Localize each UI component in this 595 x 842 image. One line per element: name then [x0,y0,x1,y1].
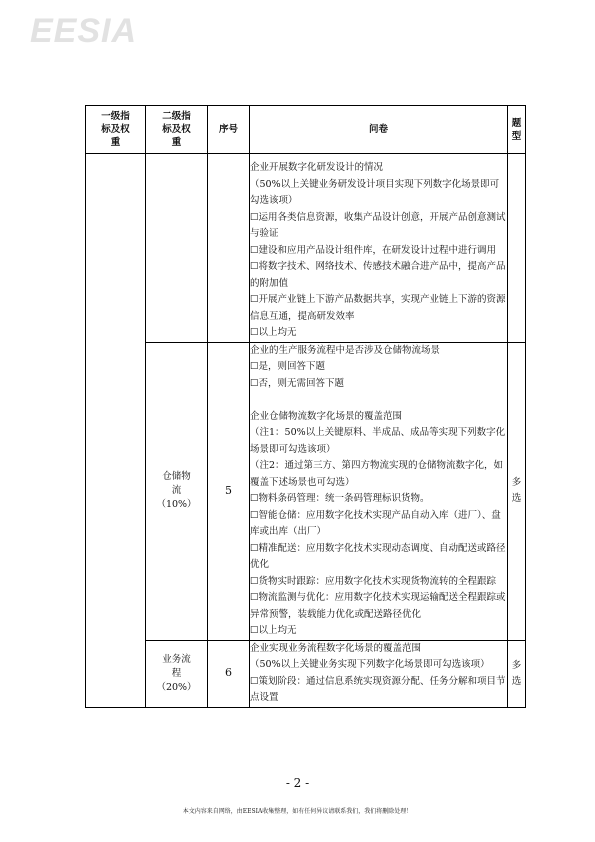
seq-cell: 6 [208,640,250,707]
question-line: 企业开展数字化研发设计的情况 [250,162,384,173]
level2-cell [146,640,208,707]
question-note: （50%以上关键业务实现下列数字化场景即可勾选该项） [250,659,490,670]
checkbox-option[interactable]: ☐以上均无 [250,327,297,338]
footer-disclaimer: 本文内容来自网络，由EESIA收集整理，如有任何异议请联系我们，我们将删除处理！ [182,808,413,815]
question-note: （50%以上关键业务研发设计项目实现下列数字化场景即可勾选该项） [250,178,500,206]
eesia-logo: EESIA [30,12,138,50]
level2-cell [146,154,208,343]
checkbox-option[interactable]: ☐建设和应用产品设计组件库，在研发设计过程中进行调用 [250,244,497,256]
checkbox-option[interactable]: ☐运用各类信息资源，收集产品设计创意，开展产品创意测试与验证 [250,211,506,239]
type-cell [508,154,526,343]
seq-cell: 5 [208,342,250,640]
table-row [86,342,526,640]
checkbox-option[interactable]: ☐精准配送：应用数字化技术实现动态调度、自动配送或路径优化 [250,542,506,570]
checkbox-option[interactable]: ☐智能仓储：应用数字化技术实现产品自动入库（进厂）、盘库或出库（出厂） [250,509,501,537]
table-row [86,154,526,343]
checkbox-option[interactable]: ☐策划阶段：通过信息系统实现资源分配、任务分解和项目节点设置 [250,675,506,703]
checkbox-option[interactable]: ☐物流监测与优化：应用数字化技术实现运输配送全程跟踪或异常预警，装载能力优化或配送路径优化 [250,592,506,620]
category-label: 仓储物流 [162,471,191,496]
question-cell [250,640,508,707]
spacer [250,392,507,409]
page-number: - 2 - [285,776,310,790]
type-cell: 多选 [508,342,526,640]
checkbox-option[interactable]: ☐物料条码管理：统一条码管理标识货物。 [250,493,430,504]
questionnaire-table [85,105,526,708]
checkbox-option[interactable]: ☐货物实时跟踪：应用数字化技术实现货物流转的全程跟踪 [250,575,497,587]
category-label: 业务流程 [162,653,191,679]
header-level2: 二级指标及权重 [146,106,208,154]
question-line: 企业的生产服务流程中是否涉及仓储物流场景 [250,344,441,356]
question-note: （注2：通过第三方、第四方物流实现的仓储物流数字化，如覆盖下述场景也可勾选） [250,460,504,488]
question-note: （注1：50%以上关键原料、半成品、成品等实现下列数字化场景即可勾选该项） [250,427,506,455]
table-header-row [86,106,526,154]
checkbox-option[interactable]: ☐否，则无需回答下题 [250,377,345,389]
header-question: 问卷 [250,106,508,154]
checkbox-option[interactable]: ☐将数字技术、网络技术、传感技术融合进产品中，提高产品的附加值 [250,261,506,289]
header-seq: 序号 [208,106,250,154]
question-cell [250,154,508,343]
header-type: 题型 [508,106,526,154]
checkbox-option[interactable]: ☐开展产业链上下游产品数据共享，实现产业链上下游的资源信息互通，提高研发效率 [250,294,506,322]
table-row [86,640,526,707]
question-line: 企业实现业务流程数字化场景的覆盖范围 [250,642,422,654]
checkbox-option[interactable]: ☐以上均无 [250,625,297,636]
seq-cell [208,154,250,343]
header-level1: 一级指标及权重 [86,106,146,154]
question-line: 企业仓储物流数字化场景的覆盖范围 [250,410,403,422]
question-cell [250,342,508,640]
level2-cell [146,342,208,640]
type-cell: 多选 [508,640,526,707]
category-weight: （20%） [156,681,197,693]
level1-cell [86,154,146,708]
checkbox-option[interactable]: ☐是，则回答下题 [250,361,326,372]
category-weight: （10%） [156,499,197,510]
